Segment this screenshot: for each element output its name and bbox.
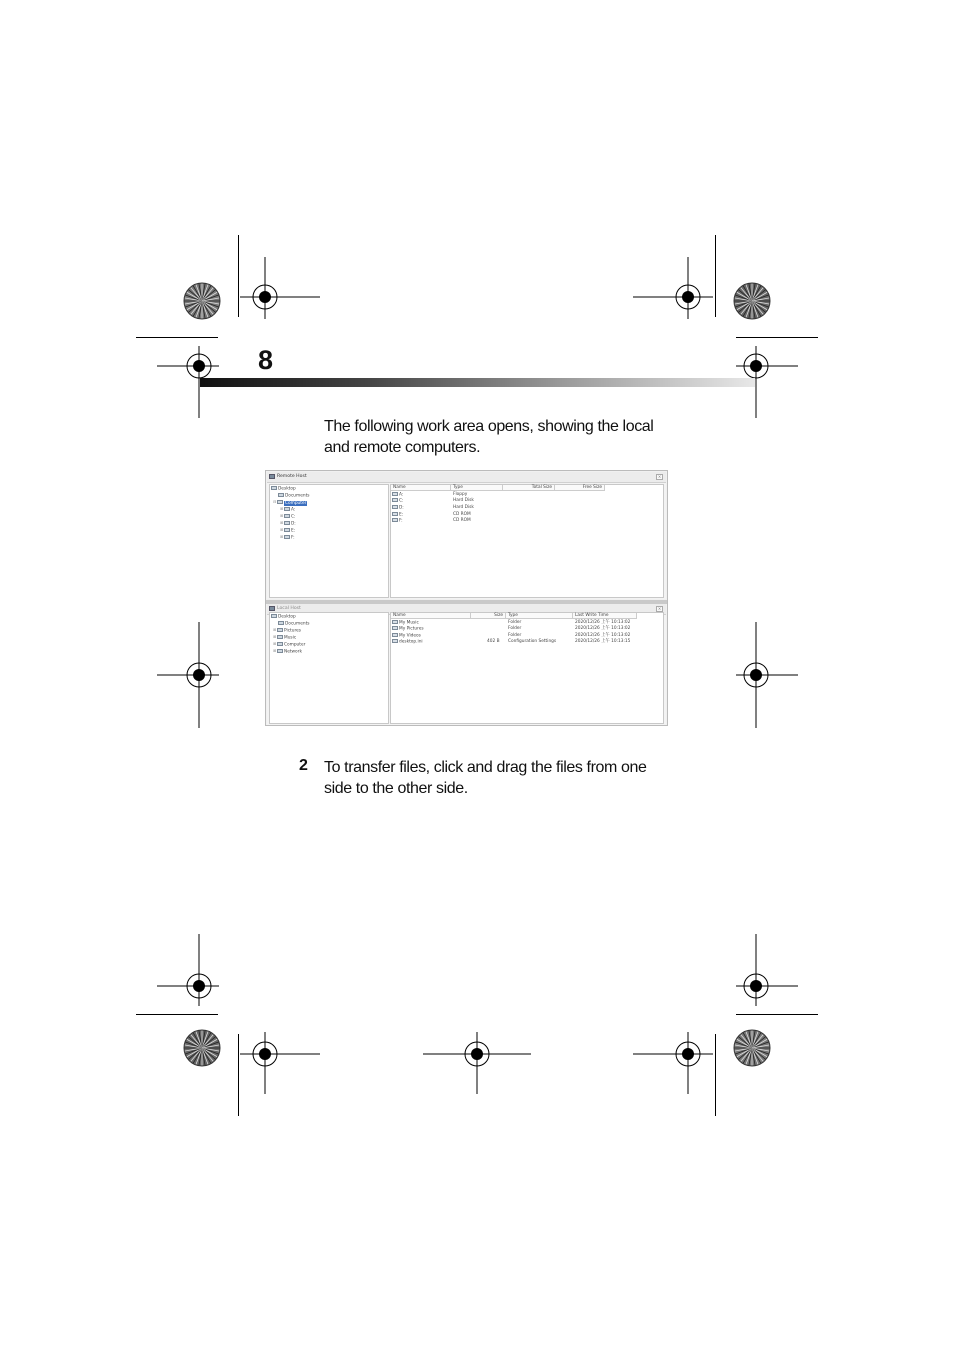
list-item-time: 2020/12/26 上午 10:13:02 [575, 633, 631, 638]
list-item-type: Hard Disk [453, 505, 474, 510]
cd-rom-icon [392, 512, 398, 516]
expand-icon[interactable]: ⊞ [280, 534, 284, 539]
list-item[interactable]: A: [392, 492, 403, 498]
tree-item-documents[interactable]: Documents [278, 493, 310, 499]
column-header-free-size[interactable]: Free Size [555, 485, 605, 491]
expand-icon[interactable]: ⊞ [280, 520, 284, 525]
cd-rom-icon [284, 528, 290, 532]
computer-icon [269, 606, 275, 611]
list-item[interactable]: My Videos [392, 633, 421, 639]
remote-host-pane [267, 472, 666, 599]
tree-item-drive-e[interactable]: ⊞ E: [280, 527, 296, 534]
tree-item-drive-f[interactable]: ⊞ F: [280, 534, 295, 541]
list-item[interactable]: My Pictures [392, 626, 424, 632]
expand-icon[interactable]: ⊞ [273, 627, 277, 632]
close-icon[interactable]: × [657, 474, 662, 479]
expand-icon[interactable]: ⊞ [273, 634, 277, 639]
column-header-type[interactable]: Type [451, 485, 503, 491]
tree-item-drive-d[interactable]: ⊞ D: [280, 520, 296, 527]
network-icon [277, 649, 283, 653]
folder-icon [278, 493, 284, 497]
list-item[interactable]: D: [392, 505, 404, 511]
list-item-type: Configuration Settings [508, 639, 557, 644]
list-item-type: Folder [508, 620, 522, 625]
desktop-icon [271, 486, 277, 490]
computer-icon [269, 474, 275, 479]
list-item-type: CD ROM [453, 518, 471, 523]
list-item[interactable]: My Music [392, 620, 419, 626]
list-item-type: Folder [508, 626, 522, 631]
folder-icon [277, 635, 283, 639]
computer-icon [277, 642, 283, 646]
tree-item-documents[interactable]: Documents [278, 621, 310, 627]
list-item-time: 2020/12/26 上午 10:13:15 [575, 639, 631, 644]
folder-icon [277, 628, 283, 632]
tree-item-drive-a[interactable]: ⊞ A: [280, 506, 296, 513]
list-item-time: 2020/12/26 上午 10:13:02 [575, 620, 631, 625]
tree-item-network[interactable]: ⊞ Network [273, 648, 302, 655]
tree-item-desktop[interactable]: Desktop [271, 614, 296, 620]
settings-file-icon [392, 639, 398, 643]
column-header-name[interactable]: Name [391, 613, 471, 619]
list-item[interactable]: desktop.ini [392, 639, 423, 645]
desktop-icon [271, 614, 277, 618]
page-number: 8 [258, 345, 274, 375]
tree-item-desktop[interactable]: Desktop [271, 486, 296, 492]
close-icon[interactable]: × [657, 606, 662, 611]
list-item-size: 402 B [487, 639, 500, 644]
header-gradient-bar [200, 378, 755, 387]
local-host-pane [267, 604, 666, 725]
work-area-screenshot [265, 470, 668, 726]
local-host-title: Local Host [277, 606, 301, 611]
floppy-icon [284, 507, 290, 511]
cd-rom-icon [284, 535, 290, 539]
cd-rom-icon [392, 518, 398, 522]
hard-disk-icon [392, 505, 398, 509]
list-item-time: 2020/12/26 上午 10:13:02 [575, 626, 631, 631]
tree-item-drive-c[interactable]: ⊞ C: [280, 513, 296, 520]
list-item[interactable]: E: [392, 512, 403, 518]
remote-folder-tree[interactable] [269, 484, 389, 598]
hard-disk-icon [392, 498, 398, 502]
floppy-icon [392, 492, 398, 496]
folder-icon [392, 620, 398, 624]
remote-file-list[interactable] [390, 484, 664, 598]
list-item-type: Hard Disk [453, 498, 474, 503]
folder-icon [392, 626, 398, 630]
hard-disk-icon [284, 521, 290, 525]
column-header-size[interactable]: Size [471, 613, 506, 619]
collapse-icon[interactable]: ⊟ [273, 499, 277, 504]
remote-host-title: Remote Host [277, 474, 307, 479]
local-file-list[interactable] [390, 612, 664, 724]
list-item-type: Folder [508, 633, 522, 638]
list-item-type: Floppy [453, 492, 468, 497]
step-number: 2 [299, 757, 308, 774]
computer-icon [277, 500, 283, 504]
expand-icon[interactable]: ⊞ [273, 641, 277, 646]
local-folder-tree[interactable] [269, 612, 389, 724]
column-header-name[interactable]: Name [391, 485, 451, 491]
tree-item-computer[interactable]: ⊟ Computer [273, 499, 307, 506]
expand-icon[interactable]: ⊞ [273, 648, 277, 653]
list-item[interactable]: F: [392, 518, 403, 524]
tree-item-pictures[interactable]: ⊞ Pictures [273, 627, 302, 634]
tree-item-music[interactable]: ⊞ Music [273, 634, 297, 641]
hard-disk-icon [284, 514, 290, 518]
tree-item-computer[interactable]: ⊞ Computer [273, 641, 306, 648]
folder-icon [392, 633, 398, 637]
column-header-total-size[interactable]: Total Size [503, 485, 555, 491]
list-item-type: CD ROM [453, 512, 471, 517]
expand-icon[interactable]: ⊞ [280, 527, 284, 532]
column-header-last-write-time[interactable]: Last Write Time [573, 613, 637, 619]
intro-paragraph: The following work area opens, showing the local and remote computers. [324, 418, 654, 456]
step-text: To transfer files, click and drag the files from one side to the other side. [324, 759, 647, 797]
remote-host-titlebar [267, 472, 666, 483]
expand-icon[interactable]: ⊞ [280, 513, 284, 518]
expand-icon[interactable]: ⊞ [280, 506, 284, 511]
column-header-type[interactable]: Type [506, 613, 573, 619]
list-item[interactable]: C: [392, 498, 403, 504]
folder-icon [278, 621, 284, 625]
